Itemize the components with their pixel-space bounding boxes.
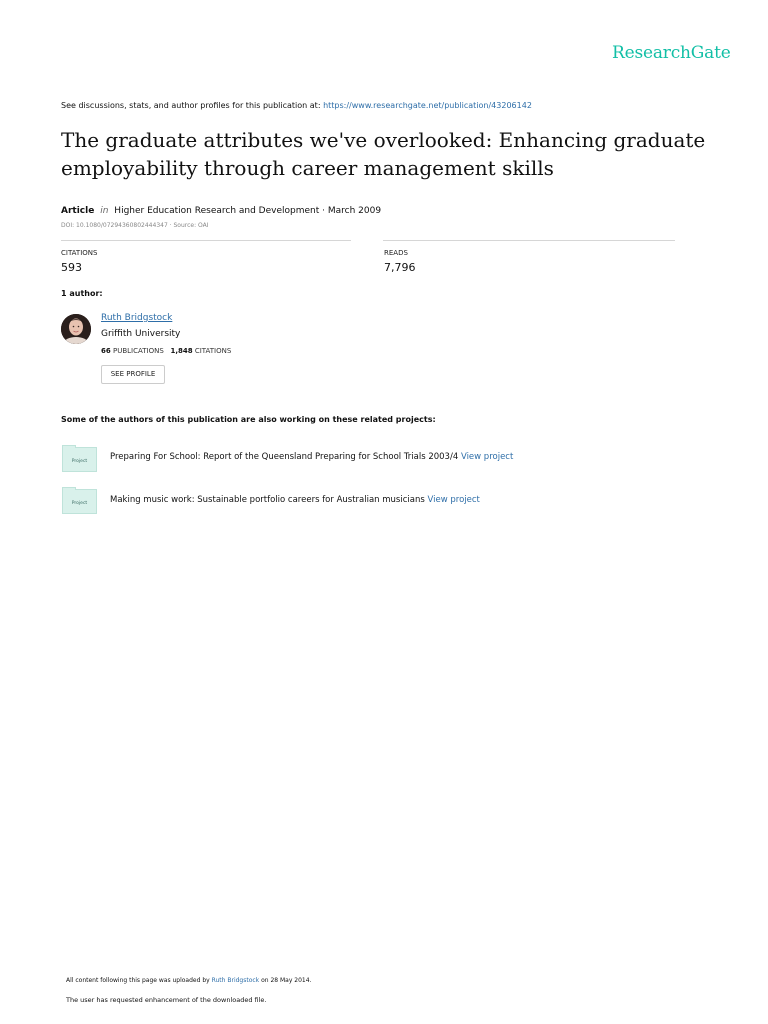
researchgate-logo[interactable]: ResearchGate [612, 43, 731, 63]
project-thumbnail[interactable] [62, 489, 97, 514]
avatar-image [61, 314, 91, 344]
project-title: Preparing For School: Report of the Queensland Preparing for School Trials 2003/4 [110, 452, 461, 462]
project-item [110, 452, 513, 462]
discussions-text: See discussions, stats, and author profiles for this publication at: [61, 101, 324, 110]
project-thumb-label: Project [71, 459, 88, 464]
publication-title: The graduate attributes we've overlooked: Enhancing graduate employability through career management skills [61, 128, 706, 180]
author-citations-count: 1,848 [170, 347, 193, 355]
authors-heading: 1 author: [61, 289, 103, 298]
author-stats [101, 347, 231, 355]
project-thumb-label: Project [71, 501, 88, 506]
author-name-link[interactable]: Ruth Bridgstock [101, 313, 173, 323]
publication-url-link[interactable]: https://www.researchgate.net/publication/43206142 [323, 101, 532, 110]
journal-and-date: Higher Education Research and Development · March 2009 [114, 206, 382, 216]
citations-label: CITATIONS [61, 249, 98, 257]
citations-value: 593 [61, 261, 82, 274]
reads-label: READS [384, 249, 408, 257]
upload-note [66, 977, 311, 984]
discussions-notice [61, 101, 532, 110]
project-thumbnail[interactable] [62, 447, 97, 472]
author-publications-label: PUBLICATIONS [112, 347, 164, 355]
divider-right [383, 240, 675, 241]
project-title: Making music work: Sustainable portfolio careers for Australian musicians [110, 495, 428, 505]
upload-prefix: All content following this page was uploaded by [66, 977, 212, 984]
article-meta [61, 206, 381, 216]
enhancement-note: The user has requested enhancement of the downloaded file. [66, 996, 267, 1004]
divider-left [61, 240, 351, 241]
publication-type: Article [61, 206, 95, 216]
related-projects-heading: Some of the authors of this publication are also working on these related projects: [61, 415, 436, 424]
view-project-link[interactable]: View project [460, 452, 514, 462]
author-publications-count: 66 [101, 347, 111, 355]
author-avatar[interactable] [61, 314, 91, 344]
doi-source: DOI: 10.1080/07294360802444347 · Source: OAI [61, 222, 209, 229]
uploader-link[interactable]: Ruth Bridgstock [211, 977, 260, 984]
upload-suffix: on 28 May 2014. [259, 977, 312, 984]
see-profile-button[interactable]: SEE PROFILE [101, 365, 165, 384]
project-item [110, 495, 480, 505]
in-word: in [100, 206, 109, 216]
author-citations-label: CITATIONS [194, 347, 232, 355]
reads-value: 7,796 [384, 261, 416, 274]
author-institution: Griffith University [101, 329, 181, 339]
view-project-link[interactable]: View project [427, 495, 480, 505]
